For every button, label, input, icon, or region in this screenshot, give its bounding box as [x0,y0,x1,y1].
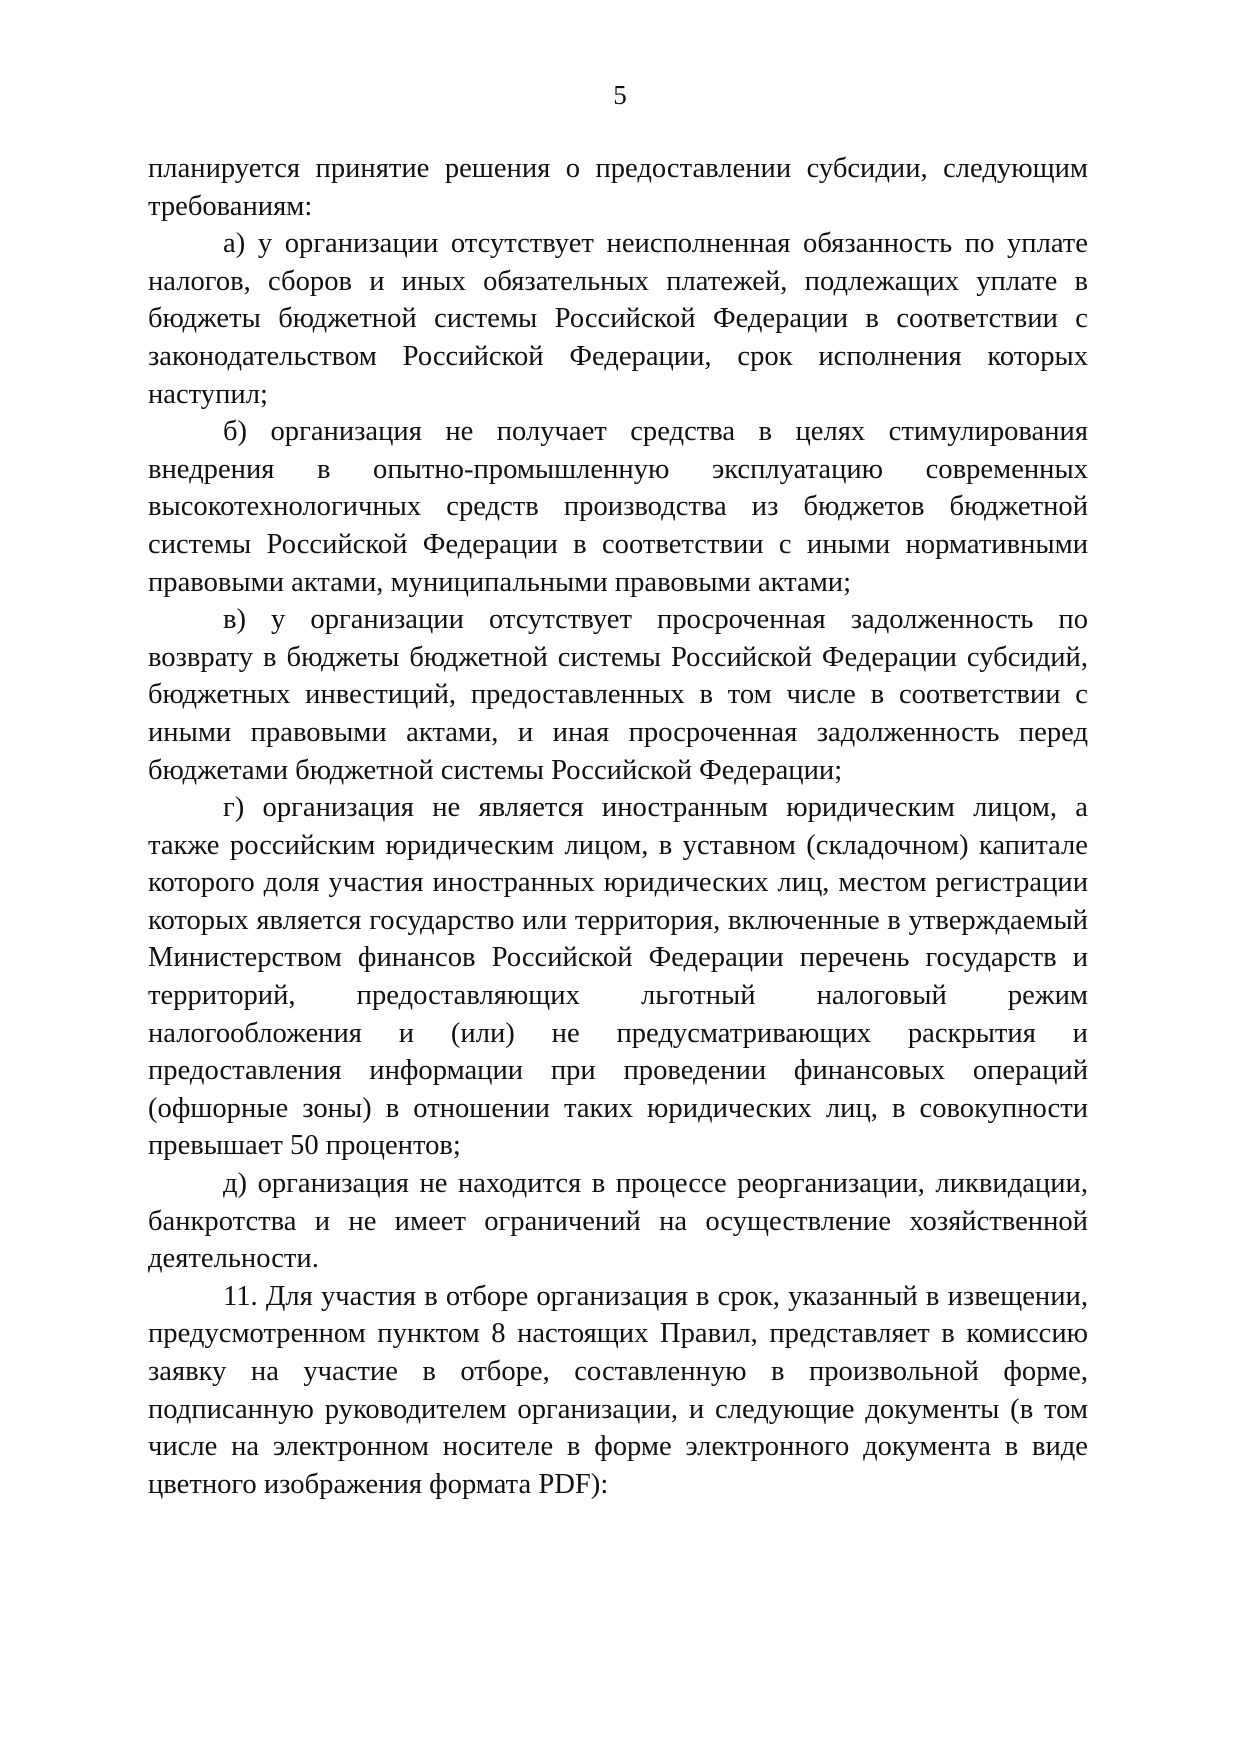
paragraph-item-a: а) у организации отсутствует неисполненная обязанность по уплате налогов, сборов и иных обязательных платежей, подлежащих уплате в бюджеты бюджетной системы Российской Федерации в соответствии с законодательством Российской Федерации, срок исполнения которых наступил; [148,228,1088,410]
paragraph-item-d: д) организация не находится в процессе реорганизации, ликвидации, банкротства и не имеет ограничений на осуществление хозяйственной деятельности. [148,1168,1088,1275]
paragraph-item-b: б) организация не получает средства в целях стимулирования внедрения в опытно-промышленную эксплуатацию современных высокотехнологичных средств производства из бюджетов бюджетной системы Российской Федерации в соответствии с иными нормативными правовыми актами, муниципальными правовыми актами; [148,416,1088,598]
paragraph-clause-11: 11. Для участия в отборе организация в срок, указанный в извещении, предусмотренном пунктом 8 настоящих Правил, представляет в комиссию заявку на участие в отборе, составленную в произвольной форме, подписанную руководителем организации, и следующие документы (в том числе на электронном носителе в форме электронного документа в виде цветного изображения формата PDF): [148,1280,1088,1500]
paragraph-item-v: в) у организации отсутствует просроченная задолженность по возврату в бюджеты бюджетной системы Российской Федерации субсидий, бюджетных инвестиций, предоставленных в том числе в соответствии с иными правовыми актами, и иная просроченная задолженность перед бюджетами бюджетной системы Российской Федерации; [148,604,1088,786]
page-number: 5 [613,80,627,110]
paragraph-item-g: г) организация не является иностранным юридическим лицом, а также российским юридическим лицом, в уставном (складочном) капитале которого доля участия иностранных юридических лиц, местом регистрации которых является государство или территория, включенные в утверждаемый Министерством финансов Российской Федерации перечень государств и территорий, предоставляющих льготный налоговый режим налогообложения и (или) не предусматривающих раскрытия и предоставления информации при проведении финансовых операций (офшорные зоны) в отношении таких юридических лиц, в совокупности превышает 50 процентов; [148,792,1088,1162]
paragraph-continuation: планируется принятие решения о предоставлении субсидии, следующим требованиям: [148,153,1088,222]
document-body [148,150,1088,1503]
